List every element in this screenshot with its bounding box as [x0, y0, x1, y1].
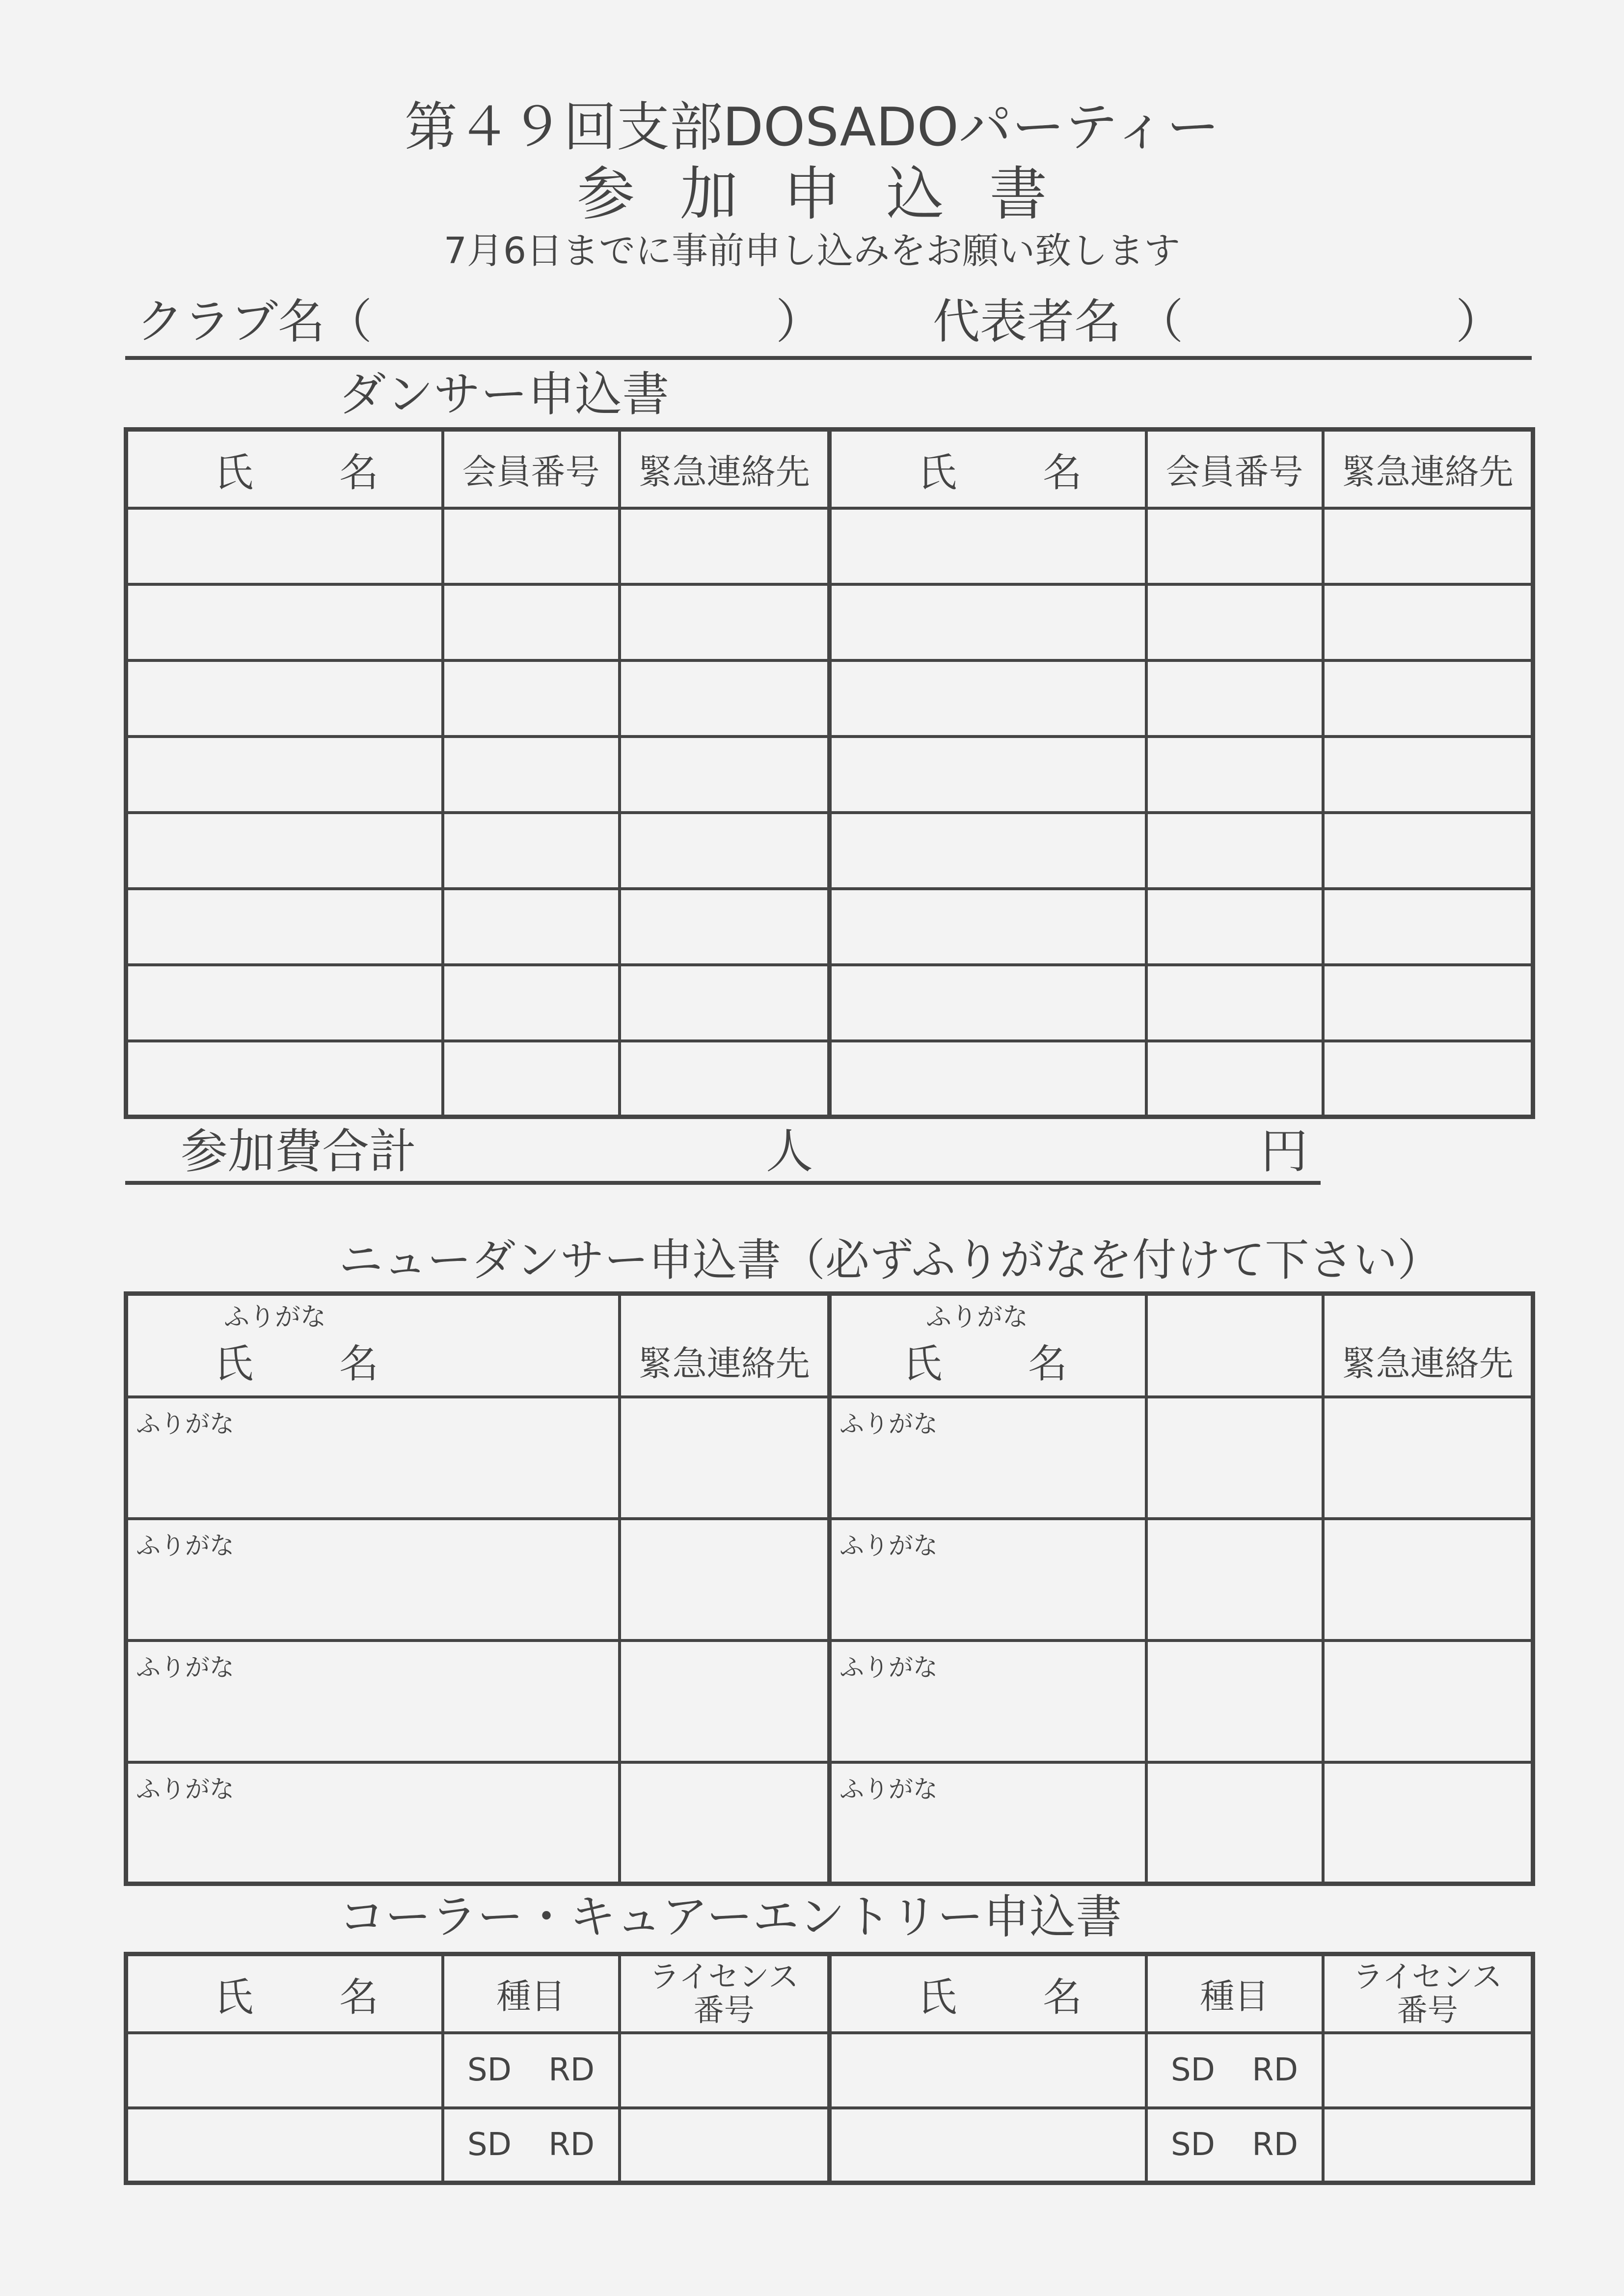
input-cell[interactable] — [830, 965, 1146, 1041]
input-cell[interactable] — [620, 965, 830, 1041]
table-row — [126, 2033, 1533, 2108]
input-cell[interactable] — [1146, 737, 1323, 813]
caller-section-title: コーラー・キュアーエントリー申込書 — [339, 1890, 1122, 1944]
input-cell[interactable] — [1323, 1640, 1533, 1762]
input-cell[interactable] — [1323, 2033, 1533, 2108]
input-cell[interactable] — [1323, 584, 1533, 660]
club-name-field[interactable] — [403, 295, 766, 349]
caller-header-license-left — [620, 1954, 830, 2033]
input-cell[interactable] — [1146, 508, 1323, 584]
input-cell[interactable] — [1323, 737, 1533, 813]
table-row — [126, 889, 1533, 965]
input-cell[interactable] — [1146, 1397, 1323, 1519]
dancer-section-title: ダンサー申込書 — [339, 367, 669, 422]
input-cell[interactable] — [443, 889, 620, 965]
new-dancer-header-emergency-right: 緊急連絡先 — [1323, 1294, 1533, 1397]
table-row — [126, 1762, 1533, 1884]
input-cell[interactable] — [1146, 1519, 1323, 1640]
name-input-cell[interactable]: ふりがな — [830, 1762, 1146, 1884]
page-title: 第４９回支部DOSADOパーティー — [404, 97, 1220, 158]
table-row — [126, 1041, 1533, 1117]
input-cell[interactable] — [443, 660, 620, 737]
caller-header-name-right: 氏名 — [830, 1954, 1146, 2033]
input-cell[interactable] — [1146, 1762, 1323, 1884]
input-cell[interactable] — [620, 737, 830, 813]
type-choice[interactable]: SD RD — [1146, 2108, 1323, 2183]
yen-unit: 円 — [1261, 1124, 1308, 1179]
club-line-underline — [125, 356, 1532, 360]
furigana-label: ふりがな — [224, 1302, 326, 1332]
fee-amount-field[interactable] — [835, 1124, 1247, 1178]
table-row — [126, 584, 1533, 660]
input-cell[interactable] — [1323, 660, 1533, 737]
input-cell[interactable] — [443, 737, 620, 813]
fee-total-label: 参加費合計 — [181, 1124, 416, 1179]
new-dancer-header-blank — [1146, 1294, 1323, 1397]
name-input-cell[interactable]: ふりがな — [126, 1640, 620, 1762]
input-cell[interactable] — [1146, 813, 1323, 889]
caller-header-type-right: 種目 — [1146, 1954, 1323, 2033]
name-input-cell[interactable]: ふりがな — [126, 1762, 620, 1884]
table-row — [126, 965, 1533, 1041]
input-cell[interactable] — [620, 2033, 830, 2108]
table-row — [126, 813, 1533, 889]
dancer-table — [124, 427, 1535, 1119]
table-row — [126, 737, 1533, 813]
input-cell[interactable] — [126, 813, 443, 889]
club-name-label: クラブ名（ — [136, 294, 372, 349]
input-cell[interactable] — [1323, 1762, 1533, 1884]
input-cell[interactable] — [1323, 965, 1533, 1041]
input-cell[interactable] — [620, 813, 830, 889]
input-cell[interactable] — [620, 660, 830, 737]
input-cell[interactable] — [126, 1041, 443, 1117]
input-cell[interactable] — [443, 965, 620, 1041]
name-input-cell[interactable]: ふりがな — [830, 1640, 1146, 1762]
input-cell[interactable] — [620, 508, 830, 584]
input-cell[interactable] — [830, 2033, 1146, 2108]
input-cell[interactable] — [126, 584, 443, 660]
input-cell[interactable] — [830, 660, 1146, 737]
caller-header-license-right — [1323, 1954, 1533, 2033]
table-row — [126, 2108, 1533, 2183]
input-cell[interactable] — [620, 584, 830, 660]
name-input-cell[interactable]: ふりがな — [830, 1519, 1146, 1640]
input-cell[interactable] — [1323, 889, 1533, 965]
input-cell[interactable] — [1146, 889, 1323, 965]
input-cell[interactable] — [620, 1519, 830, 1640]
table-row — [126, 1519, 1533, 1640]
input-cell[interactable] — [830, 2108, 1146, 2183]
input-cell[interactable] — [443, 584, 620, 660]
name-label: 氏名 — [214, 1340, 464, 1387]
input-cell[interactable] — [1146, 965, 1323, 1041]
input-cell[interactable] — [1323, 1519, 1533, 1640]
fee-underline — [125, 1181, 1321, 1185]
type-choice[interactable]: SD RD — [1146, 2033, 1323, 2108]
input-cell[interactable] — [443, 1041, 620, 1117]
input-cell[interactable] — [620, 1640, 830, 1762]
dancer-header-name-right: 氏名 — [830, 430, 1146, 508]
input-cell[interactable] — [126, 737, 443, 813]
input-cell[interactable] — [1323, 508, 1533, 584]
input-cell[interactable] — [1323, 1041, 1533, 1117]
people-unit: 人 — [766, 1124, 813, 1179]
input-cell[interactable] — [126, 889, 443, 965]
table-row — [126, 508, 1533, 584]
representative-label: 代表者名 （ — [933, 294, 1184, 349]
new-dancer-header-emergency-left: 緊急連絡先 — [620, 1294, 830, 1397]
deadline-note: 7月6日までに事前申し込みをお願い致します — [443, 230, 1181, 272]
table-row — [126, 660, 1533, 737]
input-cell[interactable] — [620, 1762, 830, 1884]
input-cell[interactable] — [126, 2033, 443, 2108]
input-cell[interactable] — [620, 1397, 830, 1519]
name-input-cell[interactable]: ふりがな — [126, 1397, 620, 1519]
dancer-header-member-left: 会員番号 — [443, 430, 620, 508]
input-cell[interactable] — [126, 2108, 443, 2183]
new-dancer-header-name-left — [126, 1294, 620, 1397]
input-cell[interactable] — [126, 660, 443, 737]
new-dancer-header-name-right — [830, 1294, 1153, 1397]
license-label-2: 番号 — [693, 1992, 755, 2028]
caller-table — [124, 1952, 1535, 2185]
dancer-header-member-right: 会員番号 — [1146, 430, 1323, 508]
form-title: 参加申込書 — [576, 160, 1092, 228]
input-cell[interactable] — [1146, 584, 1323, 660]
new-dancer-section-title: ニューダンサー申込書（必ずふりがなを付けて下さい） — [339, 1234, 1442, 1286]
input-cell[interactable] — [443, 813, 620, 889]
new-dancer-table — [124, 1291, 1535, 1886]
input-cell[interactable] — [1146, 1640, 1323, 1762]
input-cell[interactable] — [1146, 660, 1323, 737]
dancer-header-emergency-right: 緊急連絡先 — [1323, 430, 1533, 508]
club-name-close: ） — [776, 294, 823, 349]
input-cell[interactable] — [830, 508, 1146, 584]
input-cell[interactable] — [830, 813, 1146, 889]
license-label-1: ライセンス — [649, 1959, 799, 1995]
input-cell[interactable] — [620, 2108, 830, 2183]
input-cell[interactable] — [443, 508, 620, 584]
input-cell[interactable] — [620, 1041, 830, 1117]
name-label: 氏名 — [903, 1340, 1153, 1387]
license-label-2: 番号 — [1397, 1992, 1458, 2028]
input-cell[interactable] — [1146, 1041, 1323, 1117]
table-row — [126, 1640, 1533, 1762]
input-cell[interactable] — [1323, 2108, 1533, 2183]
people-count-field[interactable] — [457, 1124, 751, 1178]
type-choice[interactable]: SD RD — [443, 2033, 620, 2108]
input-cell[interactable] — [126, 965, 443, 1041]
input-cell[interactable] — [830, 737, 1146, 813]
input-cell[interactable] — [830, 584, 1146, 660]
input-cell[interactable] — [126, 508, 443, 584]
name-input-cell[interactable]: ふりがな — [126, 1519, 620, 1640]
caller-header-name-left: 氏名 — [126, 1954, 443, 2033]
input-cell[interactable] — [830, 889, 1146, 965]
representative-close: ） — [1456, 294, 1503, 349]
input-cell[interactable] — [620, 889, 830, 965]
furigana-label: ふりがな — [926, 1302, 1029, 1332]
representative-field[interactable] — [1218, 295, 1448, 349]
input-cell[interactable] — [830, 1041, 1146, 1117]
dancer-header-emergency-left: 緊急連絡先 — [620, 430, 830, 508]
table-row — [126, 1397, 1533, 1519]
name-input-cell[interactable]: ふりがな — [830, 1397, 1146, 1519]
input-cell[interactable] — [1323, 813, 1533, 889]
caller-header-type-left: 種目 — [443, 1954, 620, 2033]
input-cell[interactable] — [1323, 1397, 1533, 1519]
license-label-1: ライセンス — [1353, 1959, 1502, 1995]
dancer-header-name-left: 氏名 — [126, 430, 443, 508]
type-choice[interactable]: SD RD — [443, 2108, 620, 2183]
